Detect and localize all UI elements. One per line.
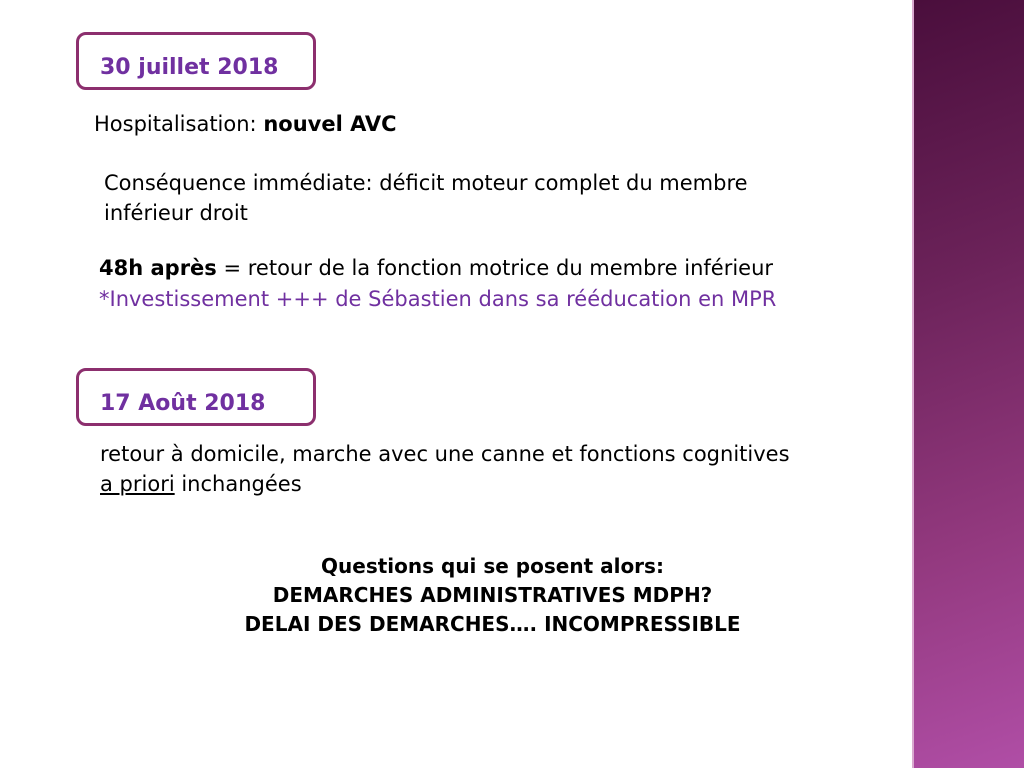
retour-line-2: [100, 469, 302, 499]
hospitalisation-line: [94, 109, 397, 139]
date-1: 30 juillet 2018: [100, 55, 279, 80]
a-priori-underlined: a priori: [100, 472, 175, 496]
hospitalisation-label: Hospitalisation:: [94, 112, 264, 136]
consequence-line-1: Conséquence immédiate: déficit moteur complet du membre: [104, 171, 748, 195]
questions-line-3: DELAI DES DEMARCHES…. INCOMPRESSIBLE: [244, 612, 741, 636]
consequence-line-2: inférieur droit: [104, 201, 248, 225]
retour-line-1: retour à domicile, marche avec une canne et fonctions cognitives: [100, 442, 790, 466]
retour-rest: inchangées: [174, 472, 302, 496]
investissement-line: *Investissement +++ de Sébastien dans sa rééducation en MPR: [99, 287, 777, 311]
questions-line-1: Questions qui se posent alors:: [321, 554, 664, 578]
questions-line-2: DEMARCHES ADMINISTRATIVES MDPH?: [272, 583, 713, 607]
decorative-side-band: [912, 0, 1024, 768]
after-48h-bold: 48h après: [99, 256, 217, 280]
after-48h-rest: = retour de la fonction motrice du membre inférieur: [216, 256, 774, 280]
questions-block: [100, 552, 885, 639]
after-48h-line: [99, 253, 773, 283]
date-2: 17 Août 2018: [100, 391, 266, 416]
hospitalisation-value: nouvel AVC: [263, 112, 397, 136]
